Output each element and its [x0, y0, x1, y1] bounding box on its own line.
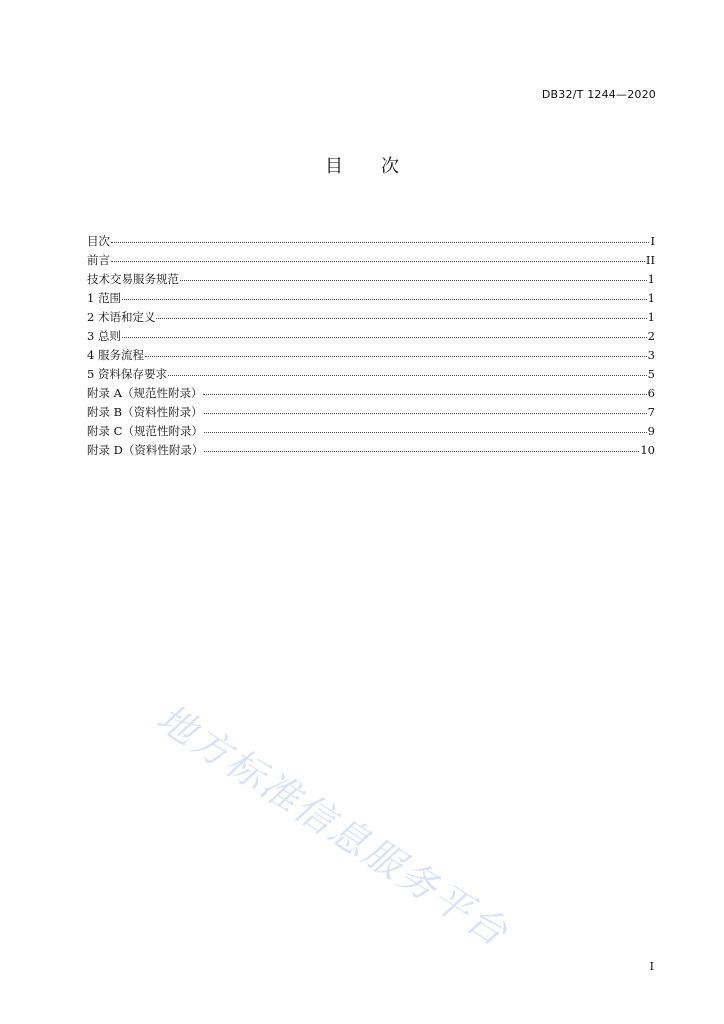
toc-entry-label: 前言	[87, 253, 110, 267]
toc-entry-label: 技术交易服务规范	[87, 272, 179, 286]
toc-entry-label: 目次	[87, 234, 110, 248]
toc-entry-page: 10	[640, 443, 655, 457]
toc-entry-page: 9	[647, 424, 655, 438]
toc-leader-dots	[111, 231, 649, 243]
toc-entry[interactable]	[87, 441, 655, 460]
toc-leader-dots	[156, 307, 646, 319]
toc-entry-page: 1	[647, 310, 655, 324]
toc-leader-dots	[204, 421, 647, 433]
toc-entry-label: 附录 C（规范性附录）	[87, 424, 203, 438]
page-number: I	[649, 960, 654, 973]
toc-leader-dots	[122, 326, 647, 338]
toc-entry[interactable]	[87, 308, 655, 327]
toc-leader-dots	[204, 402, 647, 414]
toc-leader-dots	[203, 383, 646, 395]
toc-leader-dots	[145, 345, 647, 357]
toc-entry-page: 7	[647, 405, 655, 419]
toc-entry[interactable]	[87, 346, 655, 365]
toc-leader-dots	[111, 250, 645, 262]
toc-entry[interactable]	[87, 403, 655, 422]
toc-entry-label: 5 资料保存要求	[87, 367, 167, 381]
toc-entry-page: I	[650, 234, 655, 248]
toc-leader-dots	[204, 440, 639, 452]
toc-entry[interactable]	[87, 289, 655, 308]
document-code: DB32/T 1244—2020	[541, 88, 656, 101]
table-of-contents	[87, 232, 655, 460]
toc-entry-page: 6	[647, 386, 655, 400]
toc-entry-label: 2 术语和定义	[87, 310, 156, 324]
toc-entry-page: II	[645, 253, 655, 267]
toc-leader-dots	[180, 269, 647, 281]
toc-entry[interactable]	[87, 270, 655, 289]
toc-entry-page: 1	[647, 291, 655, 305]
toc-entry[interactable]	[87, 327, 655, 346]
toc-title-char-1: 目	[325, 156, 343, 177]
toc-title	[0, 152, 724, 178]
toc-title-char-2: 次	[381, 156, 399, 177]
toc-entry-label: 1 范围	[87, 291, 121, 305]
toc-entry-page: 3	[647, 348, 655, 362]
watermark: 地方标准信息服务平台	[149, 695, 517, 956]
toc-entry-label: 4 服务流程	[87, 348, 144, 362]
toc-entry[interactable]	[87, 251, 655, 270]
toc-entry[interactable]	[87, 232, 655, 251]
toc-entry-label: 3 总则	[87, 329, 121, 343]
toc-entry-label: 附录 D（资料性附录）	[87, 443, 204, 457]
toc-entry[interactable]	[87, 365, 655, 384]
toc-entry[interactable]	[87, 422, 655, 441]
toc-entry-label: 附录 B（资料性附录）	[87, 405, 203, 419]
toc-entry-page: 1	[647, 272, 655, 286]
toc-entry-page: 5	[647, 367, 655, 381]
toc-entry[interactable]	[87, 384, 655, 403]
toc-entry-page: 2	[647, 329, 655, 343]
toc-entry-label: 附录 A（规范性附录）	[87, 386, 203, 400]
toc-leader-dots	[122, 288, 647, 300]
toc-leader-dots	[168, 364, 647, 376]
